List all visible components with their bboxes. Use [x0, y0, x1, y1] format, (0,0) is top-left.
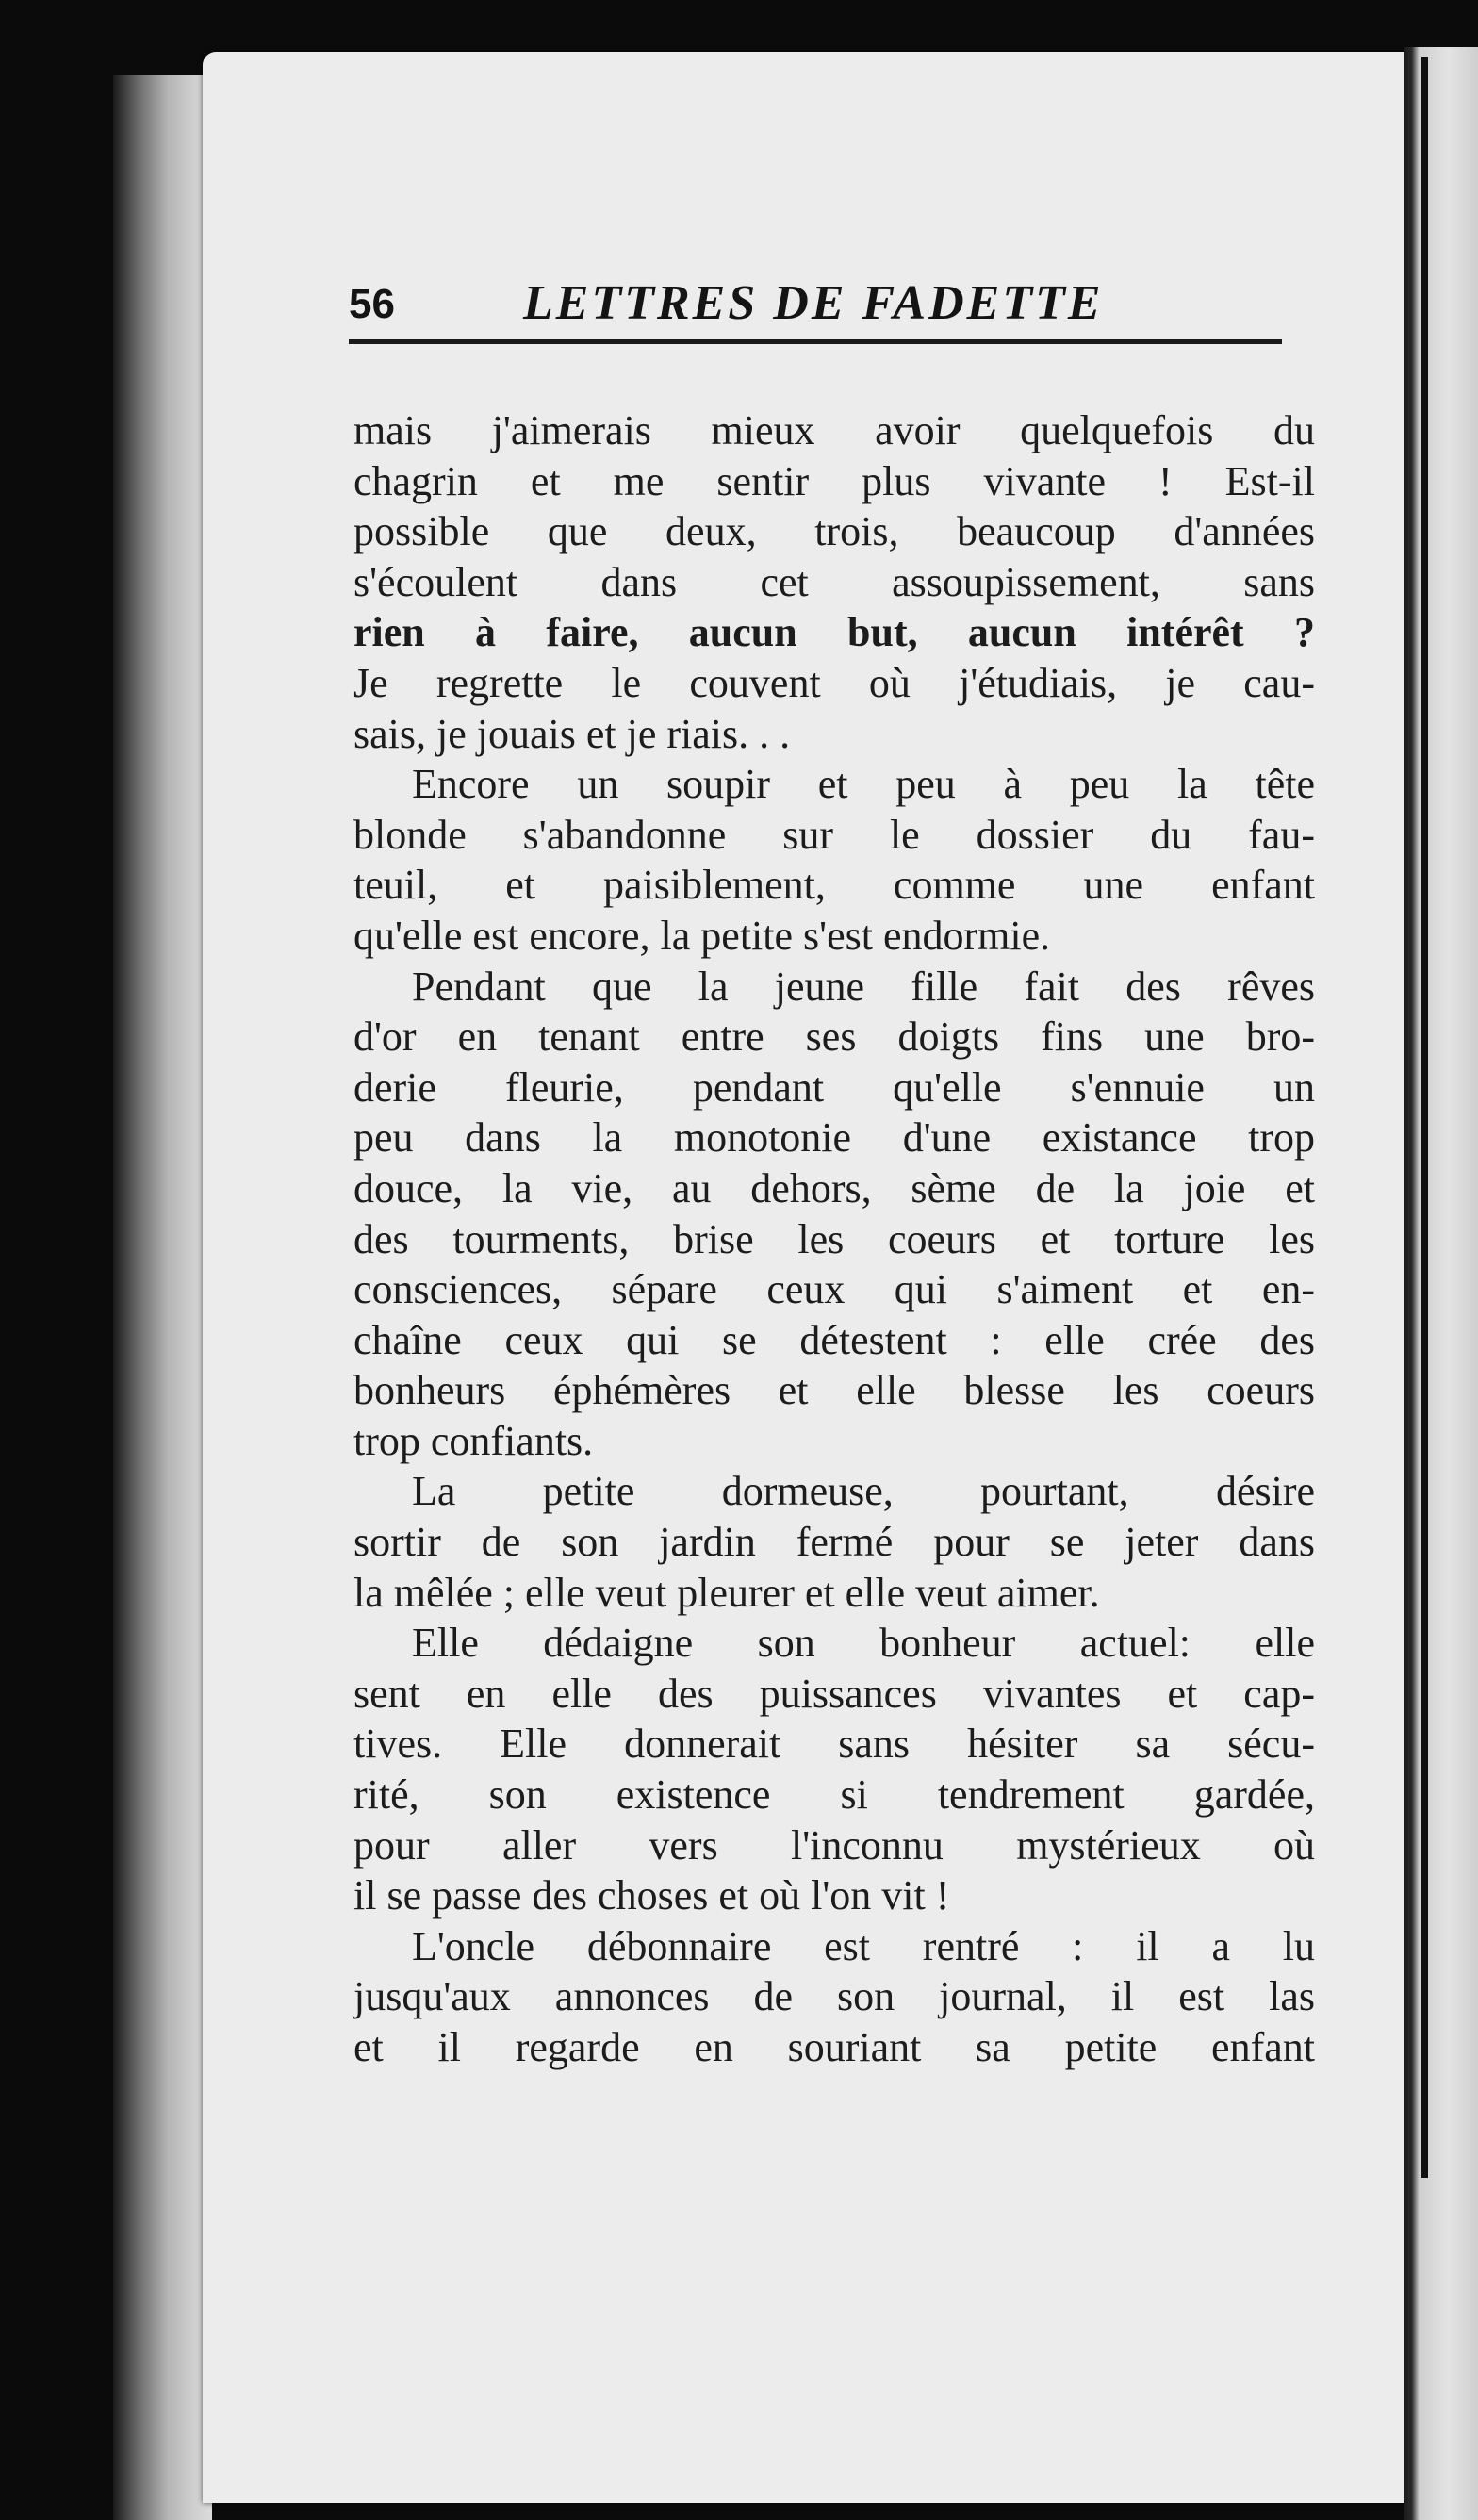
text-line: des tourments, brise les coeurs et torture les [353, 1215, 1315, 1262]
text-line: La petite dormeuse, pourtant, désire [412, 1468, 1315, 1515]
text-line: bonheurs éphémères et elle blesse les coeurs [353, 1367, 1315, 1414]
text-line: la mêlée ; elle veut pleurer et elle veut aimer. [353, 1569, 1100, 1616]
page-header [349, 273, 1282, 349]
text-line: teuil, et paisiblement, comme une enfant [353, 862, 1315, 909]
text-line: tives. Elle donnerait sans hésiter sa sécu- [353, 1721, 1315, 1768]
binding-edge [113, 75, 212, 2520]
text-line: chaîne ceux qui se détestent : elle crée des [353, 1316, 1315, 1363]
text-line: sent en elle des puissances vivantes et cap- [353, 1670, 1315, 1717]
text-line: blonde s'abandonne sur le dossier du fau- [353, 811, 1315, 858]
text-line: et il regarde en souriant sa petite enfant [353, 2024, 1315, 2070]
text-line: rité, son existence si tendrement gardée, [353, 1771, 1315, 1819]
text-line: pour aller vers l'inconnu mystérieux où [353, 1821, 1315, 1869]
body-text [353, 405, 1315, 2073]
text-line: trop confiants. [353, 1417, 594, 1464]
text-line: Elle dédaigne son bonheur actuel: elle [412, 1620, 1315, 1667]
text-line: s'écoulent dans cet assoupissement, sans [353, 558, 1315, 605]
text-line: douce, la vie, au dehors, sème de la joie et [353, 1164, 1315, 1211]
text-line: rien à faire, aucun but, aucun intérêt ? [353, 609, 1315, 656]
text-line: d'or en tenant entre ses doigts fins une bro- [353, 1013, 1315, 1061]
text-line: mais j'aimerais mieux avoir quelquefois du [353, 407, 1315, 453]
text-line: possible que deux, trois, beaucoup d'années [353, 508, 1315, 555]
header-rule [349, 339, 1282, 344]
text-line: derie fleurie, pendant qu'elle s'ennuie un [353, 1063, 1315, 1111]
running-title: LETTRES DE FADETTE [523, 276, 1104, 330]
text-line: Pendant que la jeune fille fait des rêves [412, 963, 1315, 1010]
right-page-edge [1404, 47, 1478, 2520]
text-line: Encore un soupir et peu à peu la tête [412, 761, 1315, 808]
page-number: 56 [349, 281, 395, 327]
text-line: il se passe des choses et où l'on vit ! [353, 1872, 950, 1919]
text-line: peu dans la monotonie d'une existance trop [353, 1114, 1315, 1161]
text-line: sais, je jouais et je riais. . . [353, 710, 791, 757]
text-line: Je regrette le couvent où j'étudiais, je cau- [353, 659, 1315, 706]
text-line: consciences, sépare ceux qui s'aiment et en- [353, 1266, 1315, 1313]
text-line: L'oncle débonnaire est rentré : il a lu [412, 1922, 1315, 1969]
text-line: chagrin et me sentir plus vivante ! Est-il [353, 457, 1315, 504]
right-margin-rule [1421, 57, 1428, 2178]
text-line: sortir de son jardin fermé pour se jeter dans [353, 1519, 1315, 1566]
text-line: qu'elle est encore, la petite s'est endormie. [353, 912, 1051, 959]
text-line: jusqu'aux annonces de son journal, il est las [353, 1973, 1315, 2020]
